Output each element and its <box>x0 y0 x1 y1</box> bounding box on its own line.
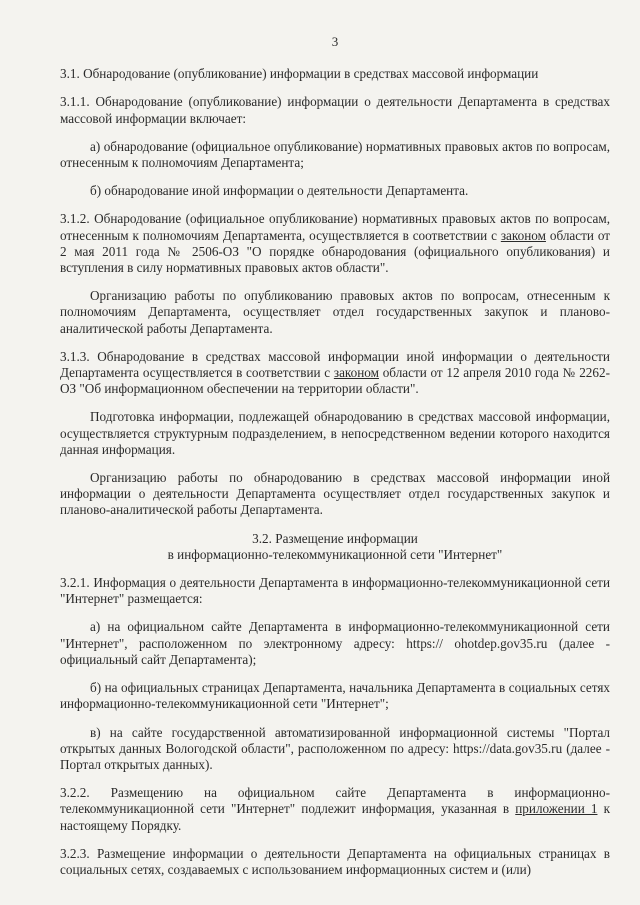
paragraph-publication-organization: Организацию работы по опубликованию правовых актов по вопросам, отнесенным к полномочиям Департамента, осуществляет отдел государственных закупок и планово-аналитической работы Департамента. <box>60 288 610 336</box>
appendix-1-link[interactable]: приложении 1 <box>515 801 598 817</box>
paragraph-3-1-3 <box>60 349 610 398</box>
page-number: 3 <box>331 34 339 49</box>
item-a-official-site: а) на официальном сайте Департамента в информационно-телекоммуникационной сети "Интернет", расположенном по электронному адресу: https:// ohotdep.gov35.ru (далее - официальный сайт Департамента); <box>60 619 610 667</box>
paragraph-3-2-1: 3.2.1. Информация о деятельности Департамента в информационно-телекоммуникационной сети "Интернет" размещается: <box>60 575 610 607</box>
item-a-normative-acts: а) обнародование (официальное опубликование) нормативных правовых актов по вопросам, отнесенным к полномочиям Департамента; <box>60 138 610 171</box>
paragraph-3-1-3-text: 3.1.3. Обнародование в средствах массовой информации иной информации о деятельности Департамента осуществляется в соответствии с <box>60 348 610 381</box>
paragraph-info-preparation: Подготовка информации, подлежащей обнародованию в средствах массовой информации, осуществляется структурным подразделением, в непосредственном ведении которого находится данная информация. <box>60 409 610 457</box>
section-3-2-heading-line2: в информационно-телекоммуникационной сети "Интернет" <box>167 546 503 562</box>
paragraph-3-2-3: 3.2.3. Размещение информации о деятельности Департамента на официальных страницах в социальных сетях, создаваемых с использованием информационных систем и (или) <box>60 845 610 877</box>
paragraph-3-1-2-text: 3.1.2. Обнародование (официальное опубликование) нормативных правовых актов по вопросам, отнесенным к полномочиям Департамента, осуществляется в соответствии с <box>60 211 610 243</box>
paragraph-3-1-2-text-end: области от 2 мая 2011 года № 2506-ОЗ "О порядке обнародования (официального опубликования) и вступления в силу нормативных правовых актов области". <box>60 227 610 276</box>
paragraph-3-2-2-text: 3.2.2. Размещению на официальном сайте Департамента в информационно-телекоммуникационной сети "Интернет" подлежит информация, указанная в <box>60 785 610 817</box>
section-3-2-heading-line1: 3.2. Размещение информации <box>252 530 418 546</box>
paragraph-3-2-2-text-end: к настоящему Порядку. <box>60 801 610 833</box>
paragraph-3-1-3-text-end: области от 12 апреля 2010 года № 2262-ОЗ "Об информационном обеспечении на территории области". <box>60 365 610 397</box>
item-b-social-pages: б) на официальных страницах Департамента, начальника Департамента в социальных сетях информационно-телекоммуникационной сети "Интернет"; <box>60 680 610 712</box>
paragraph-3-2-2 <box>60 785 610 834</box>
item-c-open-data-portal: в) на сайте государственной автоматизированной информационной системы "Портал открытых данных Вологодской области", расположенном по адресу: https://data.gov35.ru (далее - Портал открытых данных). <box>60 724 610 772</box>
paragraph-other-info-organization: Организацию работы по обнародованию в средствах массовой информации иной информации о деятельности Департамента осуществляет отдел государственных закупок и планово-аналитической работы Департамента. <box>60 470 610 518</box>
paragraph-3-1-2 <box>60 211 610 276</box>
item-b-other-info: б) обнародование иной информации о деятельности Департамента. <box>90 183 469 199</box>
section-3-2-heading <box>60 531 610 563</box>
paragraph-3-1-1: 3.1.1. Обнародование (опубликование) информации о деятельности Департамента в средствах массовой информации включает: <box>60 94 610 126</box>
law-link-2506[interactable]: законом <box>500 227 546 243</box>
law-link-2262[interactable]: законом <box>333 365 379 381</box>
section-3-1-heading: 3.1. Обнародование (опубликование) информации в средствах массовой информации <box>60 66 539 82</box>
